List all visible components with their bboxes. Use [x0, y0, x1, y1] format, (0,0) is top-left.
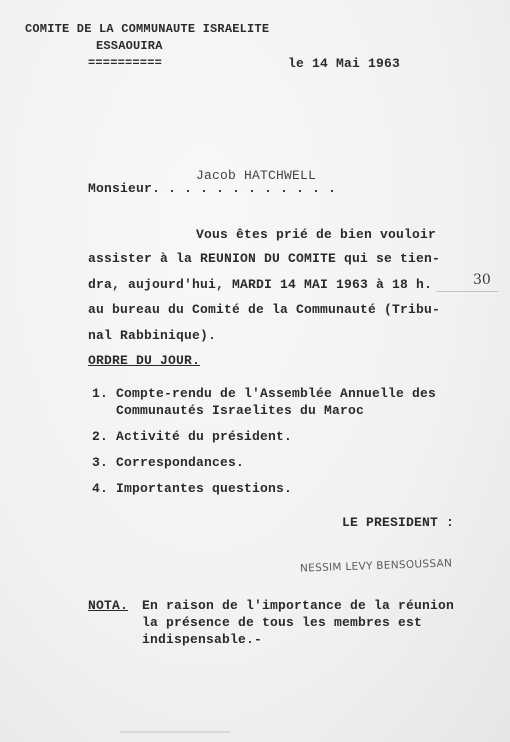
nota-label: NOTA.: [88, 598, 129, 613]
nota-line-1: En raison de l'importance de la réunion: [142, 598, 455, 613]
body-line-5: nal Rabbinique).: [88, 328, 217, 343]
time-underline: [436, 291, 498, 292]
body-line-1: Vous êtes prié de bien vouloir: [196, 227, 437, 242]
name-stamp: NESSIM LEVY BENSOUSSAN: [299, 557, 453, 575]
nota-line-3: indispensable.-: [142, 632, 263, 647]
header-separator: ==========: [88, 56, 163, 70]
letter-date: le 14 Mai 1963: [288, 56, 401, 71]
body-line-4: au bureau du Comité de la Communauté (Tribu-: [88, 302, 441, 317]
salutation: Monsieur. . . . . . . . . . . .: [88, 181, 337, 196]
org-name-line1: COMITE DE LA COMMUNAUTE ISRAELITE: [25, 22, 270, 36]
agenda-item: 3. Correspondances.: [92, 455, 245, 470]
agenda-item: 4. Importantes questions.: [92, 481, 293, 496]
nota-line-2: la présence de tous les membres est: [142, 615, 423, 630]
org-name-line2: ESSAOUIRA: [96, 39, 163, 53]
body-line-2: assister à la REUNION DU COMITE qui se tien-: [88, 251, 441, 266]
signature-title: LE PRESIDENT :: [342, 515, 455, 530]
addressee-name: Jacob HATCHWELL: [196, 168, 317, 183]
agenda-item: 1. Compte-rendu de l'Assemblée Annuelle des: [92, 386, 437, 401]
handwritten-minutes: 30: [473, 272, 491, 288]
agenda-item: 2. Activité du président.: [92, 429, 293, 444]
body-line-3: dra, aujourd'hui, MARDI 14 MAI 1963 à 18 h.: [88, 277, 433, 292]
agenda-heading: ORDRE DU JOUR.: [88, 353, 201, 368]
agenda-item: Communautés Israelites du Maroc: [92, 403, 365, 418]
bottom-smudge: [120, 731, 230, 733]
